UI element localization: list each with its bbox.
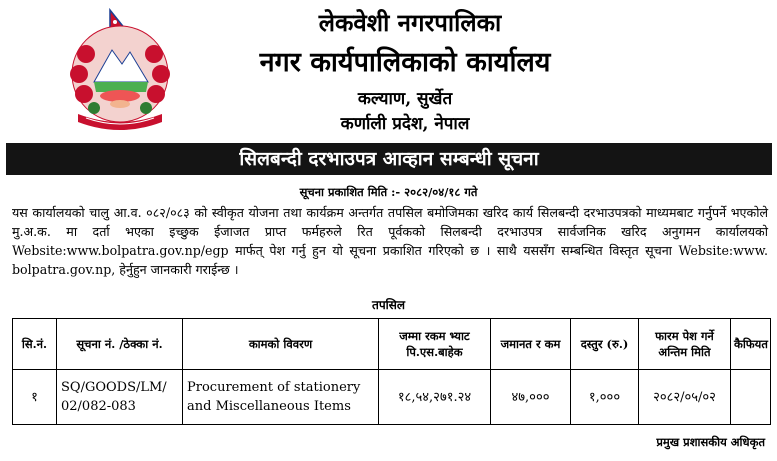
col-header-guarantee: जमानत र कम [491, 319, 571, 370]
tender-table [12, 318, 771, 425]
table-header-row [13, 319, 771, 370]
cell-amount: १८,५४,२७१.२४ [379, 370, 491, 425]
schedule-label: तपसिल [371, 298, 405, 312]
col-header-notice-no: सूचना नं. /ठेक्का नं. [57, 319, 183, 370]
notice-title-banner: सिलबन्दी दरभाउपत्र आव्हान सम्बन्धी सूचना [6, 143, 772, 175]
col-header-amount: जम्मा रकम भ्याट पि.एस.बाहेक [379, 319, 491, 370]
nepal-emblem-icon [64, 8, 176, 132]
municipality-name: लेकवेशी नगरपालिका [318, 8, 502, 37]
col-header-sn: सि.नं. [13, 319, 57, 370]
cell-sn: १ [13, 370, 57, 425]
office-name: नगर कार्यपालिकाको कार्यालय [259, 47, 551, 78]
province-name: कर्णाली प्रदेश, नेपाल [340, 114, 470, 134]
cell-remarks [731, 370, 771, 425]
notice-body: यस कार्यालयको चालु आ.व. ०८२/०८३ को स्वीकृत योजना तथा कार्यक्रम अन्तर्गत तपसिल बमोजिमका खरिद कार्य सिलबन्दी दरभाउपत्रको माध्यमबाट गर्नुपर्ने भएकोले मु.अ.क. मा दर्ता भएका इच्छुक ईजाजत प्राप्त फर्महरुले रित पूर्वकको सिलबन्दी दरभाउपत्र सार्वजनिक खरिद अनुगमन कार्यालयको Website:www.bolpatra.gov.np/egp मार्फत् पेश गर्नु हुन यो सूचना प्रकाशित गरिएको छ । साथै यससँग सम्बन्धित विस्तृत सूचना Website:www. bolpatra.gov.np, हेर्नुहुन जानकारी गराईन्छ । [12, 205, 768, 277]
col-header-deadline: फारम पेश गर्ने अन्तिम मिति [639, 319, 731, 370]
col-header-description: कामको विवरण [183, 319, 379, 370]
signatory-title: प्रमुख प्रशासकीय अधिकृत [656, 435, 765, 449]
cell-deadline: २०८२/०५/०२ [639, 370, 731, 425]
letterhead [0, 0, 777, 144]
table-row [13, 370, 771, 425]
cell-notice-no: SQ/GOODS/LM/ 02/082-083 [57, 370, 183, 425]
col-header-fee: दस्तुर (रु.) [571, 319, 639, 370]
office-address: कल्याण, सुर्खेत [357, 89, 453, 109]
cell-guarantee: ४७,००० [491, 370, 571, 425]
cell-description: Procurement of stationery and Miscellaneous Items [183, 370, 379, 425]
col-header-remarks: कैफियत [731, 319, 771, 370]
published-date: सूचना प्रकाशित मिति :- २०८२/०४/१८ गते [299, 185, 478, 199]
cell-fee: १,००० [571, 370, 639, 425]
